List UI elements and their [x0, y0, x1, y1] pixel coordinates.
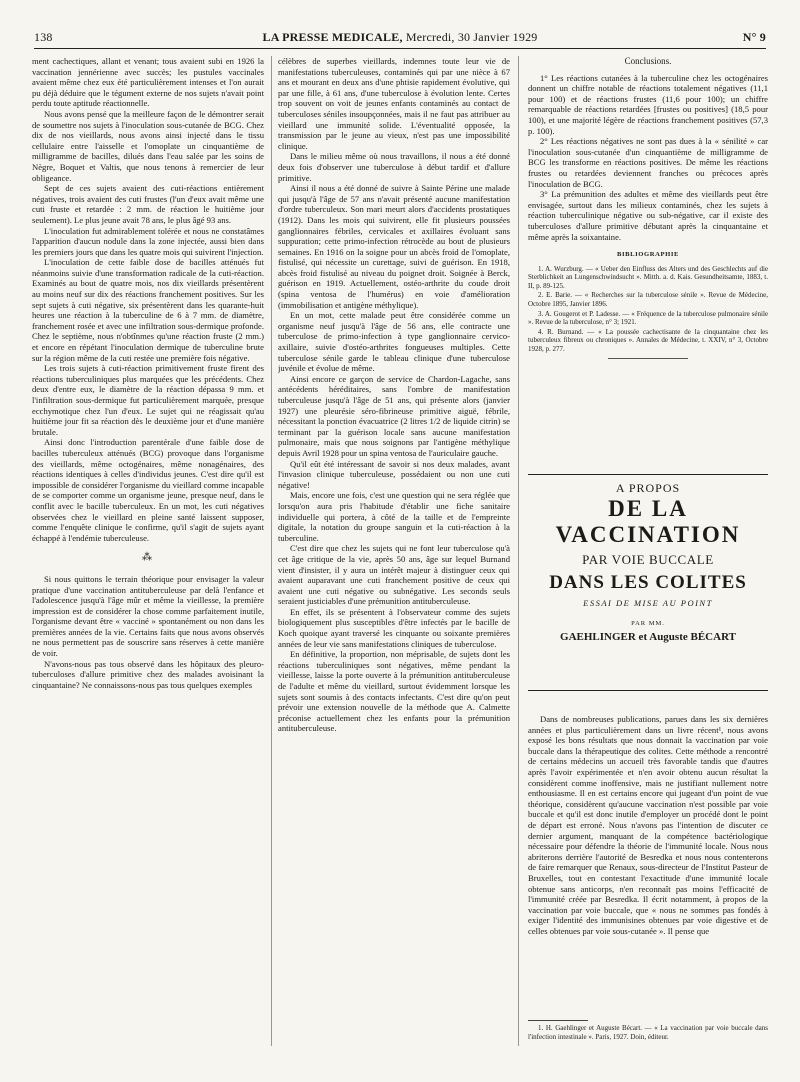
article-title-line-2: PAR VOIE BUCCALE [582, 552, 714, 567]
bibliography-list [528, 265, 768, 354]
column-2-body [278, 56, 510, 734]
article-kicker: A PROPOS [615, 481, 681, 495]
paragraph: Ainsi encore ce garçon de service de Chardon-Lagache, sans antécédents héréditaires, sans l'ombre de manifestation tuberculeuse jusqu'à l'âge de 51 ans, qui présente alors (janvier 1927) une pleurésie séro-fibrineuse primitive aiguë, fébrile, nécessitant la ponction évacuatrice (2 litres 1/2 de liquide citrin) se terminant par la guérison locale sans aucune manifestation pulmonaire, mais que nous soignons par l'antigène méthylique depuis Avril 1928 pour un spina ventosa de l'auriculaire gauche. [278, 373, 510, 458]
article-subtitle: ESSAI DE MISE AU POINT [583, 598, 713, 608]
paragraph: Sept de ces sujets avaient des cuti-réactions entièrement négatives, trois avaient des cuti frustes (l'un d'eux avait même une cuti fruste et retardée : 2 mm. de réaction le huitième jour seulement). Le plus jeune avait 78 ans, le plus âgé 93 ans. [32, 183, 264, 225]
paragraph: 2. E. Barie. — « Recherches sur la tuberculose sénile ». Revue de Médecine, Octobre 1895, Janvier 1896. [528, 291, 768, 309]
paragraph: 1. A. Wurzburg. — « Ueber den Einfluss des Alters und des Geschlechts auf die Sterblichkeit an Lungenschwindsucht ». Mitth. a. d. Kais. Gesundheitsamte, 1883, t. II, p. 89-125. [528, 264, 768, 290]
footnote-text: 1. H. Gaehlinger et Auguste Bécart. — « La vaccination par voie buccale dans l'infection intestinale ». Paris, 1927. Doin, éditeur. [528, 1024, 768, 1041]
column-divider-2 [518, 56, 519, 1046]
conclusions-heading: Conclusions. [624, 56, 672, 66]
paragraph: ment cachectiques, allant et venant; tous avaient subi en 1926 la vaccination jennérienne avec succès; les pustules vaccinales avaient même chez eux été particulièrement intenses et l'on aurait pu déjà déduire que le tégument externe de nos sujets n'avait point perdu toute aptitude réactionnelle. [32, 56, 264, 109]
article-authors: GAEHLINGER et Auguste BÉCART [560, 631, 736, 643]
paragraph: N'avons-nous pas tous observé dans les hôpitaux des pleuro-tuberculoses d'allure primitive chez des malades avoisinant la cinquantaine? Ne connaissons-nous pas tous quelques exemples [32, 658, 264, 690]
article-par: PAR MM. [631, 620, 665, 627]
paragraph: Qu'il eût été intéressant de savoir si nos deux malades, avant l'invasion clinique tuberculeuse, possédaient ou non une cuti négative! [278, 458, 510, 490]
issue-number: N° 9 [742, 30, 766, 44]
paragraph: L'inoculation de cette faible dose de bacilles atténués fut néanmoins suivie d'une transformation radicale de la cuti-réaction. Examinés au bout de quatre mois, nos dix vieillards présentèrent au moins neuf sur dix des réactions franchement positives. Sur les sept sujets à cuti négative, six présentèrent dans les quarante-huit heures une réaction à la tuberculine de 6 à 7 mm. de diamètre, franchement rosée et avec une infiltration sous-dermique profonde. Chez le septième, nous n'obtînmes qu'une réaction fruste (2 mm.) et encore en répétant l'inoculation dermique de tuberculine brute sur la région même de la cuti restée une première fois négative. [32, 257, 264, 363]
paragraph: En définitive, la proportion, non méprisable, de sujets dont les réactions tuberculiniques sont négatives, même pendant la vieillesse, laisse la porte ouverte à la prémunition antituberculeuse de l'adulte et même du vieillard, surtout évidemment lorsque les sujets sont soumis à des contacts infectants. C'est dire qu'on peut prévoir une extension nouvelle de la méthode que A. Calmette préconise actuellement chez les enfants pour la prémunition antituberculeuse. [278, 649, 510, 734]
paragraph: célèbres de superbes vieillards, indemnes toute leur vie de manifestations tuberculeuses, contaminés qui par une nièce à 67 ans et mourant en deux ans d'une phtisie rapidement évolutive, qui par une fille, à 61 ans, d'une tuberculose à évolution lente. Certes trop souvent on voit de jeunes enfants contaminés au contact de tuberculoses séniles insoupçonnées, mais il ne faut pas attribuer au vieillard une immunité solide. L'éventualité opposée, la transmission par le jeune au vieux, n'est pas une impossibilité clinique. [278, 56, 510, 151]
column-1 [32, 56, 264, 1046]
paragraph: Dans le milieu même où nous travaillons, il nous a été donné deux fois d'observer une tuberculose à début tardif et d'allure primitive. [278, 151, 510, 183]
issue-date: Mercredi, 30 Janvier 1929 [405, 30, 538, 44]
conclusions-body [528, 73, 768, 243]
paragraph: 4. R. Burnand. — « La poussée cachectisante de la cinquantaine chez les tuberculeux fibreux ou chroniques ». Annales de Médecine, t. XXIV, n° 3, Octobre 1928, p. 277. [528, 327, 768, 354]
paragraph: 2° Les réactions négatives ne sont pas dues à la « sénilité » car l'inoculation sous-cutanée d'un cinquantième de milligramme de BCG les transforme en réactions positives. De même les réactions frustes ou retardées deviennent franches ou précoces après l'inoculation de BCG. [528, 136, 768, 189]
article-title-line-1: DE LA VACCINATION [555, 496, 741, 547]
journal-title: LA PRESSE MEDICALE, [262, 30, 403, 44]
paragraph: 3. A. Gougerot et P. Ladesse. — « Fréquence de la tuberculose pulmonaire sénile ». Revue de la tuberculose, n° 3; 1921. [528, 309, 768, 327]
header-rule [34, 48, 766, 49]
page-number: 138 [34, 30, 53, 44]
paragraph: En un mot, cette malade peut être considérée comme un organisme neuf jusqu'à l'âge de 56 ans, elle contracte une tuberculose de primo-infection à type ganglionnaire cervico-axillaire, suivie d'ostéo-arthrites fongueuses multiples. Cette tuberculose sénile garde le tableau clinique d'une tuberculose juvénile et évolue de même. [278, 310, 510, 374]
page-header [34, 30, 766, 48]
column-1-continuation [32, 574, 264, 691]
bibliography-heading: BIBLIOGRAPHIE [616, 251, 680, 259]
section-separator: ⁂ [142, 552, 154, 564]
paragraph: 3° La prémunition des adultes et même des vieillards peut être envisagée, surtout dans les milieux contaminés, chez les sujets à réaction tuberculinique négative ou sub-négative, car il existe des tuberculoses d'allure primitive débutant après la cinquantaine et même après la soixantaine. [528, 189, 768, 242]
paragraph: Les trois sujets à cuti-réaction primitivement fruste firent des réactions tuberculiniques plus marquées que les précédents. Chez deux d'entre eux, le diamètre de la réaction dépassa 9 mm. et l'infiltration sous-dermique fut particulièrement marquée, presque ecchymotique chez l'un d'eux. Le sujet qui ne réagissait qu'au huitième jour fit sa réaction dès le deuxième jour et d'une manière brutale. [32, 363, 264, 437]
end-rule [608, 358, 688, 359]
journal-title-line [34, 30, 766, 45]
footnote-rule [528, 1020, 588, 1021]
paragraph: L'inoculation fut admirablement tolérée et nous ne constatâmes l'apparition d'aucun nodule dans la zone injectée, aussi bien dans les premiers jours que dans les quatre mois qui suivirent l'injection. [32, 225, 264, 257]
article-title-block [528, 474, 768, 691]
column-1-body [32, 56, 264, 543]
paragraph: Ainsi il nous a été donné de suivre à Sainte Périne une malade qui jusqu'à l'âge de 57 ans n'avait présenté aucune manifestation d'ordre tuberculeux. Son mari meurt alors d'accidents prostatiques (1912). Dans les mois qui suivirent, elle fit plusieurs poussées ganglionnaires fébriles, cervicales et axillaires évoluant sans suppuration; cette primo-infection rétrocède au bout de plusieurs semaines. En 1916 on la soigne pour un abcès froid de l'omoplate, fistulisé, qui nécessite un curettage, suivi de guérison. En 1918, abcès froid fistulisé au niveau du poignet droit. Soignée à Berck, guérison en 1919. Actuellement, ostéo-arthrite du coude droit (spina ventosa de l'humérus) en voie d'amélioration (immobilisation et antigène méthylique). [278, 183, 510, 310]
article-title-line-3: DANS LES COLITES [549, 572, 747, 593]
paragraph: Ainsi donc l'introduction parentérale d'une faible dose de bacilles tuberculeux atténués (BCG) provoque dans l'organisme des vieillards, même octogénaires, même nonagénaires, des réactions identiques à celles d'individus jeunes. C'est dire qu'il est impossible de considérer l'organisme du vieillard comme incapable de se comporter comme un organisme jeune, presque neuf, dans le conflit avec le bacille tuberculeux. En un mot, les cuti négatives observées chez le vieillard en pleine santé laissent supposer, comme l'enquête clinique le confirme, qu'il s'agit de sujets ayant échappé à l'endémie tuberculeuse. [32, 437, 264, 543]
paragraph: 1° Les réactions cutanées à la tuberculine chez les octogénaires donnent un chiffre notable de réactions totalement négatives (11,1 pour 100) et de réactions frustes (11,6 pour 100); un chiffre remarquable de réactions retardées [frustes ou positives] (18,5 pour 100), et une majorité légère de réactions franchement positives (57,3 p. 100). [528, 72, 768, 136]
conclusions-section [528, 56, 768, 476]
paragraph: Mais, encore une fois, c'est une question qui ne sera réglée que lorsqu'on aura pris l'habitude d'établir une fiche sanitaire individuelle qui portera, à côté de la taille et de l'empreinte digitale, la notation du groupe sanguin et la cuti-réaction à la tuberculine. [278, 490, 510, 543]
paragraph: En effet, ils se présentent à l'observateur comme des sujets biologiquement plus susceptibles d'être infectés par le bacille de Koch quoique ayant traversé les cinquante ou soixante premières années de leur vie sans manifestations cliniques de tuberculose. [278, 606, 510, 649]
article-body [528, 714, 768, 1014]
column-divider-1 [271, 56, 272, 1046]
article-body-text [528, 714, 768, 936]
column-2 [278, 56, 510, 1046]
paragraph: Nous avons pensé que la meilleure façon de le démontrer serait de soumettre nos sujets à l'inoculation sous-cutanée de BCG. Chez dix de nos vieillards, nous avons ainsi injecté dans le tissu cellulaire entre l'aisselle et l'omoplate un cinquantième de milligramme de bacilles, dilués dans l'eau salée par les soins de Nègre, Boquet et Valtis, que nous tenons à remercier de leur obligeance. [32, 108, 264, 183]
footnote [528, 1024, 768, 1042]
paragraph: Dans de nombreuses publications, parues dans les six dernières années et plus particulièrement dans un livre récent¹, nous avons exposé les bons résultats que nous donnait la vaccination par voie buccale dans la thérapeutique des colites. Cette méthode a rencontré de certains médecins un accueil très favorable tandis que d'autres après l'avoir expérimentée et n'en avoir obtenu aucun résultat la considèrent comme inoffensive, mais ne justifiant nullement notre enthousiasme. Il en est certains encore qui jugeant d'un point de vue théorique, considèrent qu'aucune vaccination n'est possible par voie buccale et qu'il est donc inutile d'employer un procédé dont le point de départ est erroné. Nous n'avons pas l'intention de discuter ce dernier argument, manquant de la compétence bactériologique nécessaire pour défendre la théorie de l'immunité locale. Nous nous abriterons derrière l'autorité de Besredka et nous nous contenterons de faire remarquer que Renaux, sous-directeur de l'Institut Pasteur de Bruxelles, tout en contestant l'exactitude d'une immunité locale obtenue sans anticorps, n'en reconnaît pas moins l'efficacité de l'immunité créée par Besredka. Il écrit notamment, à propos de la vaccination par voie buccale, que « nous ne sommes pas fondés à exiger l'identité des immunisines obtenues par voie digestive et de celles obtenues par voie sous-cutanée ». Il pense que [528, 714, 768, 936]
paragraph: Si nous quittons le terrain théorique pour envisager la valeur pratique d'une vaccination antituberculeuse par delà l'enfance et l'adolescence jusqu'à l'âge mûr et même la vieillesse, la première impression est de considérer la chose comme parfaitement inutile, l'organisme devant être « vacciné » spontanément ou non dans les premières années de la vie. Certains faits que nous avons observés ne nous permettent pas de souscrire sans réserves à cette manière de voir. [32, 573, 264, 659]
paragraph: C'est dire que chez les sujets qui ne font leur tuberculose qu'à cet âge critique de la vie, après 50 ans, âge sur lequel Burnand vient d'insister, il y aura un intérêt majeur à distinguer ceux qui avaient auparavant une cuti franchement positive de ceux qui avaient une cuti négative ou subnégative. Les seconds seuls seraient justiciables d'une prémunition antituberculeuse. [278, 543, 510, 607]
